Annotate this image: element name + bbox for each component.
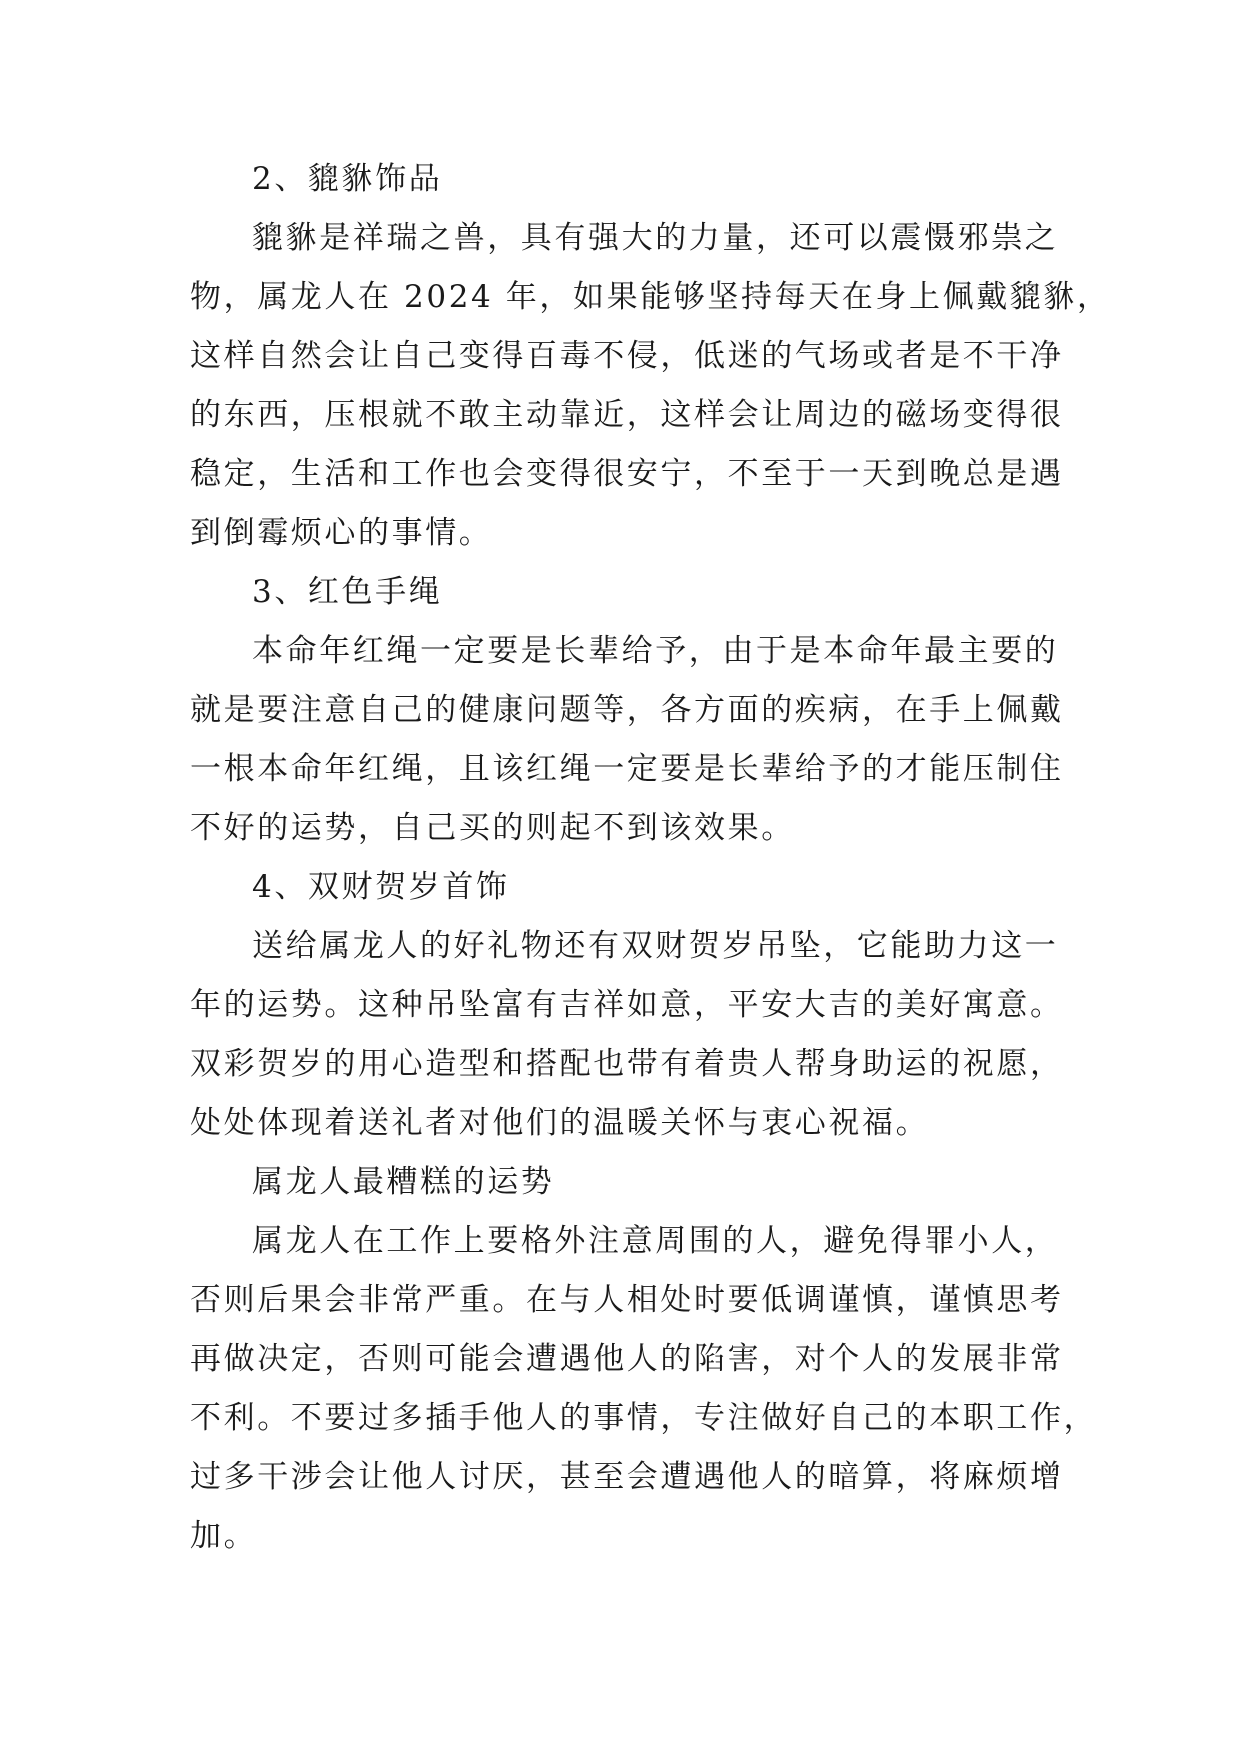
paragraph-line: 属龙人在工作上要格外注意周围的人，避免得罪小人，	[252, 1223, 1059, 1259]
paragraph-line: 过多干涉会让他人讨厌，甚至会遭遇他人的暗算，将麻烦增	[190, 1459, 1064, 1495]
paragraph-line: 稳定，生活和工作也会变得很安宁，不至于一天到晚总是遇	[190, 456, 1064, 492]
heading-red-bracelet: 3、红色手绳	[252, 574, 443, 610]
paragraph-line: 不好的运势，自己买的则起不到该效果。	[190, 810, 795, 846]
paragraph-line: 双彩贺岁的用心造型和搭配也带有着贵人帮身助运的祝愿，	[190, 1046, 1064, 1082]
paragraph-line: 一根本命年红绳，且该红绳一定要是长辈给予的才能压制住	[190, 751, 1064, 787]
paragraph-line: 貔貅是祥瑞之兽，具有强大的力量，还可以震慑邪祟之	[252, 220, 1059, 256]
paragraph-line: 的东西，压根就不敢主动靠近，这样会让周边的磁场变得很	[190, 397, 1064, 433]
heading-worst-fortune: 属龙人最糟糕的运势	[252, 1164, 555, 1200]
paragraph-line: 本命年红绳一定要是长辈给予，由于是本命年最主要的	[252, 633, 1059, 669]
paragraph-line: 再做决定，否则可能会遭遇他人的陷害，对个人的发展非常	[190, 1341, 1064, 1377]
paragraph-line: 年的运势。这种吊坠富有吉祥如意，平安大吉的美好寓意。	[190, 987, 1064, 1023]
paragraph-line: 物，属龙人在 2024 年，如果能够坚持每天在身上佩戴貔貅，	[190, 279, 1111, 315]
paragraph-line: 否则后果会非常严重。在与人相处时要低调谨慎，谨慎思考	[190, 1282, 1064, 1318]
paragraph-line: 到倒霉烦心的事情。	[190, 515, 493, 551]
paragraph-line: 加。	[190, 1518, 258, 1554]
heading-pixiu-ornaments: 2、貔貅饰品	[252, 161, 443, 197]
paragraph-line: 这样自然会让自己变得百毒不侵，低迷的气场或者是不干净	[190, 338, 1064, 374]
paragraph-line: 处处体现着送礼者对他们的温暖关怀与衷心祝福。	[190, 1105, 930, 1141]
heading-jewelry: 4、双财贺岁首饰	[252, 869, 510, 905]
document-page	[190, 150, 1111, 1566]
paragraph-line: 就是要注意自己的健康问题等，各方面的疾病，在手上佩戴	[190, 692, 1064, 728]
paragraph-line: 送给属龙人的好礼物还有双财贺岁吊坠，它能助力这一	[252, 928, 1059, 964]
paragraph-line: 不利。不要过多插手他人的事情，专注做好自己的本职工作，	[190, 1400, 1098, 1436]
